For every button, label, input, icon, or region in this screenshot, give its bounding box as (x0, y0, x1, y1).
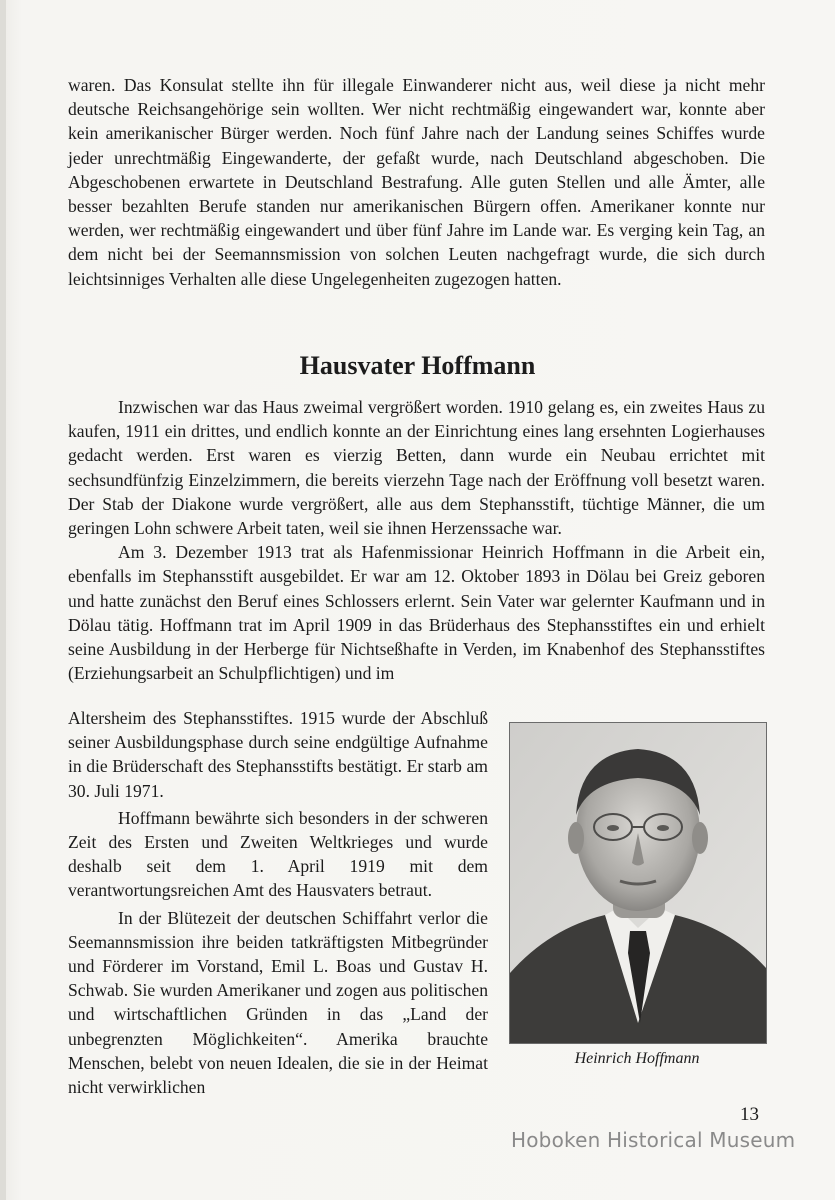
text-block-narrow (68, 706, 488, 1099)
text-block-top (68, 73, 765, 291)
text-block-main (68, 395, 765, 685)
paragraph-hoffmann-intro: Am 3. Dezember 1913 trat als Hafenmissionar Heinrich Hoffmann in die Arbeit ein, ebenfalls im Stephansstift ausgebildet. Er war am 12. Oktober 1893 in Dölau bei Greiz geboren und hatte zunächst den Beruf eines Schlossers erlernt. Sein Vater war gelernter Kaufmann und in Dölau tätig. Hoffmann trat im April 1909 in das Brüderhaus des Stephansstiftes ein und erhielt seine Ausbildung in der Herberge für Nichtseßhafte in Verden, im Knabenhof des Stephansstiftes (Erziehungsarbeit an Schulpflichtigen) und im (68, 542, 765, 684)
section-heading: Hausvater Hoffmann (299, 351, 536, 380)
paragraph-expansion: Inzwischen war das Haus zweimal vergrößert worden. 1910 gelang es, ein zweites Haus zu kaufen, 1911 ein drittes, und endlich konnte an der Einrichtung eines lang ersehnten Logierhauses gedacht werden. Erst waren es vierzig Betten, dann wurde ein Neubau errichtet mit sechsundfünfzig Einzelzimmern, die bereits vierzehn Tage nach der Eröffnung voll besetzt waren. Der Stab der Diakone wurde vergrößert, alle aus dem Stephansstift, tüchtige Männer, die um geringen Lohn schwere Arbeit taten, weil sie ihnen Herzenssache war. (68, 397, 765, 539)
paragraph-housefather: Hoffmann bewährte sich besonders in der schweren Zeit des Ersten und Zweiten Weltkrieges und wurde deshalb seit dem 1. April 1919 mit dem verantwortungsreichen Amt des Hausvaters betraut. (68, 807, 488, 901)
page-spine-shadow (0, 0, 6, 1200)
paragraph-founders: In der Blütezeit der deutschen Schiffahrt verlor die Seemannsmission ihre beiden tatkräftigsten Mitbegründer und Förderer im Vorstand, Emil L. Boas und Gustav H. Schwab. Sie wurden Amerikaner und zogen aus politischen und wirtschaftlichen Gründen in das „Land der unbegrenzten Möglichkeiten“. Amerika brauchte Menschen, belebt von neuen Idealen, die sie in der Heimat nicht verwirklichen (68, 907, 488, 1098)
watermark-text: Hoboken Historical Museum (511, 1128, 796, 1152)
portrait-photo (509, 722, 767, 1044)
paragraph-top: waren. Das Konsulat stellte ihn für illegale Einwanderer nicht aus, weil diese ja nicht mehr deutsche Reichsangehörige sein wollten. Wer nicht rechtmäßig eingewandert war, konnte aber kein amerikanischer Bürger werden. Noch fünf Jahre nach der Landung seines Schiffes wurde jeder unrechtmäßig Eingewanderte, der gefaßt wurde, nach Deutschland abgeschoben. Die Abgeschobenen erwartete in Deutschland Bestrafung. Alle guten Stellen und alle Ämter, alle besser bezahlten Berufe standen nur amerikanischen Bürgern offen. Amerikaner konnte nur werden, wer rechtmäßig eingewandert und über fünf Jahre im Lande war. Es verging kein Tag, an dem nicht bei der Seemannsmission von solchen Leuten nachgefragt wurde, die sich durch leichtsinniges Verhalten alle diese Ungelegenheiten zugezogen hatten. (68, 75, 765, 289)
page-number: 13 (740, 1104, 759, 1125)
paragraph-training-end: Altersheim des Stephansstiftes. 1915 wurde der Abschluß seiner Ausbildungsphase durch seine endgültige Aufnahme in die Brüderschaft des Stephansstifts bestätigt. Er starb am 30. Juli 1971. (68, 708, 488, 801)
portrait-image (510, 723, 766, 1043)
photo-caption: Heinrich Hoffmann (574, 1050, 700, 1067)
